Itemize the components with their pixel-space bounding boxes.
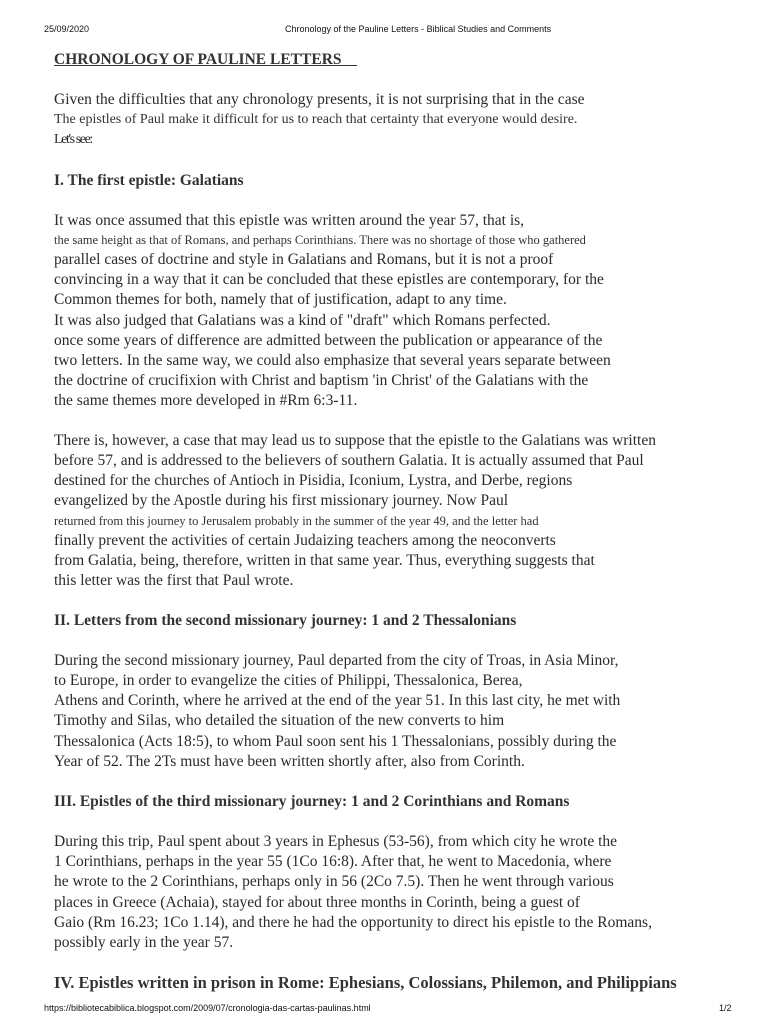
- paragraph-line: the same height as that of Romans, and perhaps Corinthians. There was no shortage of those who gathered: [54, 233, 586, 247]
- paragraph-line: places in Greece (Achaia), stayed for about three months in Corinth, being a guest of: [54, 894, 580, 911]
- paragraph-line: possibly early in the year 57.: [54, 934, 234, 951]
- intro-line: The epistles of Paul make it difficult for us to reach that certainty that everyone would desire.: [54, 112, 578, 127]
- paragraph-line: this letter was the first that Paul wrote.: [54, 572, 294, 589]
- paragraph-line: It was once assumed that this epistle was written around the year 57, that is,: [54, 212, 525, 229]
- print-footer: [0, 1003, 768, 1017]
- source-url: https://bibliotecabiblica.blogspot.com/2009/07/cronologia-das-cartas-paulinas.html: [44, 1003, 371, 1013]
- paragraph-line: During this trip, Paul spent about 3 years in Ephesus (53-56), from which city he wrote the: [54, 833, 618, 850]
- page-number: 1/2: [719, 1003, 732, 1013]
- paragraph-line: Athens and Corinth, where he arrived at the end of the year 51. In this last city, he met with: [54, 692, 621, 709]
- paragraph-line: finally prevent the activities of certain Judaizing teachers among the neoconverts: [54, 532, 556, 549]
- paragraph-line: two letters. In the same way, we could also emphasize that several years separate between: [54, 352, 611, 369]
- paragraph-line: It was also judged that Galatians was a kind of "draft" which Romans perfected.: [54, 312, 551, 329]
- paragraph-line: before 57, and is addressed to the believers of southern Galatia. It is actually assumed that Paul: [54, 452, 644, 469]
- print-header: [0, 24, 768, 38]
- paragraph-line: Thessalonica (Acts 18:5), to whom Paul soon sent his 1 Thessalonians, possibly during the: [54, 733, 617, 750]
- print-date: 25/09/2020: [44, 24, 90, 34]
- section-heading: IV. Epistles written in prison in Rome: Ephesians, Colossians, Philemon, and Philippians: [54, 973, 677, 992]
- paragraph-line: convincing in a way that it can be concluded that these epistles are contemporary, for the: [54, 271, 604, 288]
- paragraph-line: Gaio (Rm 16.23; 1Co 1.14), and there he had the opportunity to direct his epistle to the Romans,: [54, 914, 652, 931]
- print-page-title: Chronology of the Pauline Letters - Biblical Studies and Comments: [285, 24, 552, 34]
- paragraph-line: to Europe, in order to evangelize the cities of Philippi, Thessalonica, Berea,: [54, 672, 523, 689]
- paragraph-line: Timothy and Silas, who detailed the situation of the new converts to him: [54, 712, 505, 729]
- paragraph-line: 1 Corinthians, perhaps in the year 55 (1Co 16:8). After that, he went to Macedonia, where: [54, 853, 612, 870]
- paragraph-line: Year of 52. The 2Ts must have been written shortly after, also from Corinth.: [54, 753, 525, 770]
- paragraph-line: he wrote to the 2 Corinthians, perhaps only in 56 (2Co 7.5). Then he went through various: [54, 873, 614, 890]
- paragraph-line: returned from this journey to Jerusalem probably in the summer of the year 49, and the letter had: [54, 514, 539, 528]
- document-title: CHRONOLOGY OF PAULINE LETTERS: [54, 51, 358, 68]
- intro-line: Let's see:: [54, 132, 92, 147]
- section-heading: II. Letters from the second missionary journey: 1 and 2 Thessalonians: [54, 612, 517, 629]
- paragraph-line: During the second missionary journey, Paul departed from the city of Troas, in Asia Minor,: [54, 652, 619, 669]
- paragraph-line: evangelized by the Apostle during his first missionary journey. Now Paul: [54, 492, 509, 509]
- paragraph-line: once some years of difference are admitted between the publication or appearance of the: [54, 332, 603, 349]
- intro-line: Given the difficulties that any chronology presents, it is not surprising that in the case: [54, 91, 585, 108]
- paragraph-line: Common themes for both, namely that of justification, adapt to any time.: [54, 291, 507, 308]
- paragraph-line: the same themes more developed in #Rm 6:3-11.: [54, 392, 358, 409]
- paragraph-line: parallel cases of doctrine and style in Galatians and Romans, but it is not a proof: [54, 251, 554, 268]
- section-heading: I. The first epistle: Galatians: [54, 172, 244, 189]
- paragraph-line: from Galatia, being, therefore, written in that same year. Thus, everything suggests that: [54, 552, 595, 569]
- paragraph-line: destined for the churches of Antioch in Pisidia, Iconium, Lystra, and Derbe, regions: [54, 472, 573, 489]
- paragraph-line: the doctrine of crucifixion with Christ and baptism 'in Christ' of the Galatians with the: [54, 372, 589, 389]
- section-heading: III. Epistles of the third missionary journey: 1 and 2 Corinthians and Romans: [54, 793, 570, 810]
- paragraph-line: There is, however, a case that may lead us to suppose that the epistle to the Galatians was written: [54, 432, 656, 449]
